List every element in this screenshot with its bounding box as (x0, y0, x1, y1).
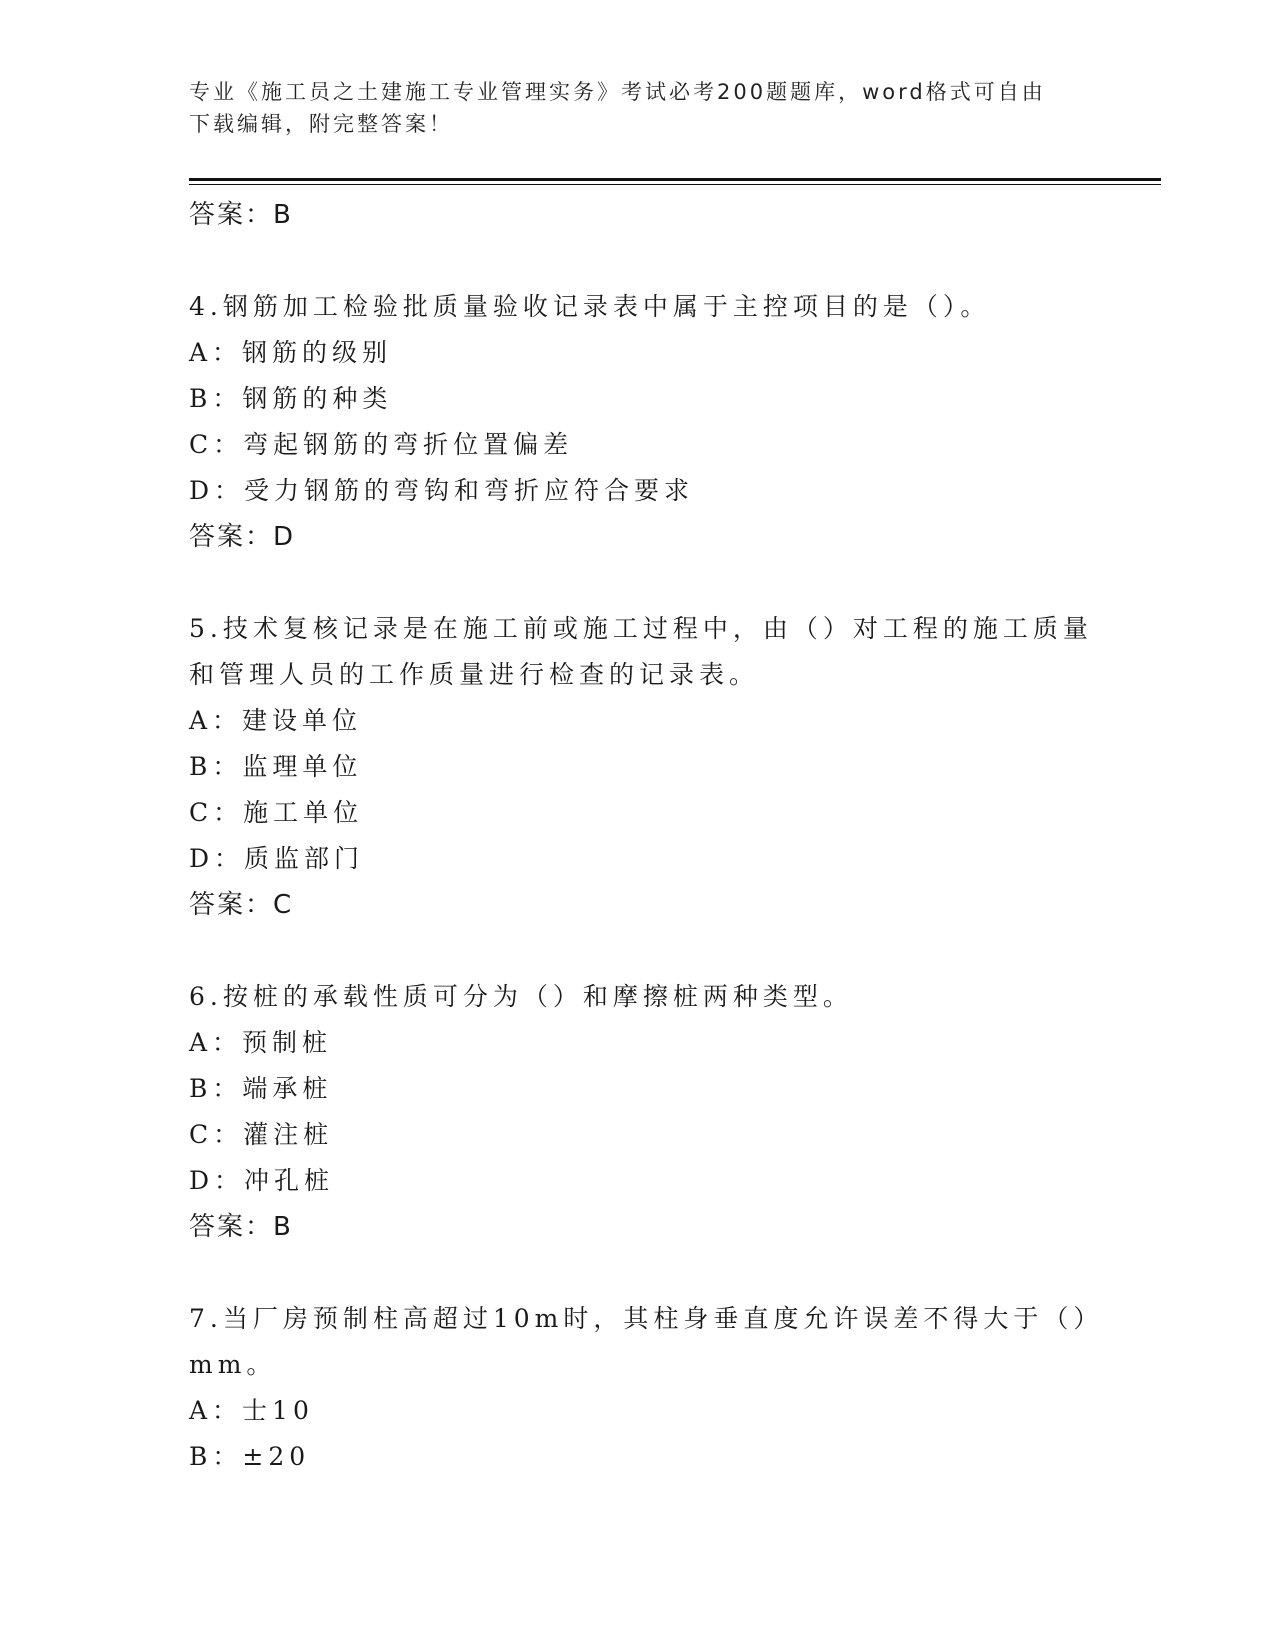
spacer (189, 560, 1089, 606)
option-a: A：预制桩 (189, 1028, 333, 1057)
option-b: B：±20 (189, 1442, 311, 1471)
question-7 (189, 1296, 1104, 1480)
option-d: D：冲孔桩 (189, 1166, 335, 1195)
page-header (189, 76, 1069, 140)
answer-line: 答案：C (189, 890, 294, 920)
header-rule-thin (189, 184, 1161, 185)
question-stem: 6.按桩的承载性质可分为（）和摩擦桩两种类型。 (189, 982, 853, 1011)
option-b: B：监理单位 (189, 752, 363, 781)
spacer (189, 1250, 1089, 1296)
question-5 (189, 606, 1093, 928)
option-a: A：士10 (189, 1396, 314, 1425)
question-stem: 5.技术复核记录是在施工前或施工过程中，由（）对工程的施工质量 (189, 614, 1093, 643)
option-a: A：建设单位 (189, 706, 363, 735)
option-b: B：端承桩 (189, 1074, 333, 1103)
option-c: C：弯起钢筋的弯折位置偏差 (189, 430, 574, 459)
option-d: D：受力钢筋的弯钩和弯折应符合要求 (189, 476, 695, 505)
header-rule-thick (189, 178, 1161, 181)
option-b: B：钢筋的种类 (189, 384, 393, 413)
answer-line: 答案：B (189, 1212, 293, 1242)
option-d: D：质监部门 (189, 844, 365, 873)
option-c: C：施工单位 (189, 798, 364, 827)
question-4 (189, 284, 1089, 560)
questions-content (189, 192, 1104, 1480)
spacer (189, 238, 1089, 284)
question-6 (189, 974, 1089, 1250)
header-line-2: 下载编辑，附完整答案！ (189, 112, 453, 136)
option-a: A：钢筋的级别 (189, 338, 393, 367)
header-line-1: 专业《施工员之土建施工专业管理实务》考试必考200题题库，word格式可自由 (189, 80, 1046, 104)
option-c: C：灌注桩 (189, 1120, 334, 1149)
question-stem-continued: mm。 (189, 1350, 277, 1379)
question-stem-continued: 和管理人员的工作质量进行检查的记录表。 (189, 660, 760, 689)
answer-line: 答案：B (189, 200, 293, 230)
answer-line: 答案：D (189, 522, 296, 552)
spacer (189, 928, 1089, 974)
question-stem: 7.当厂房预制柱高超过10m时，其柱身垂直度允许误差不得大于（） (189, 1304, 1104, 1333)
question-stem: 4.钢筋加工检验批质量验收记录表中属于主控项目的是（）。 (189, 292, 991, 321)
